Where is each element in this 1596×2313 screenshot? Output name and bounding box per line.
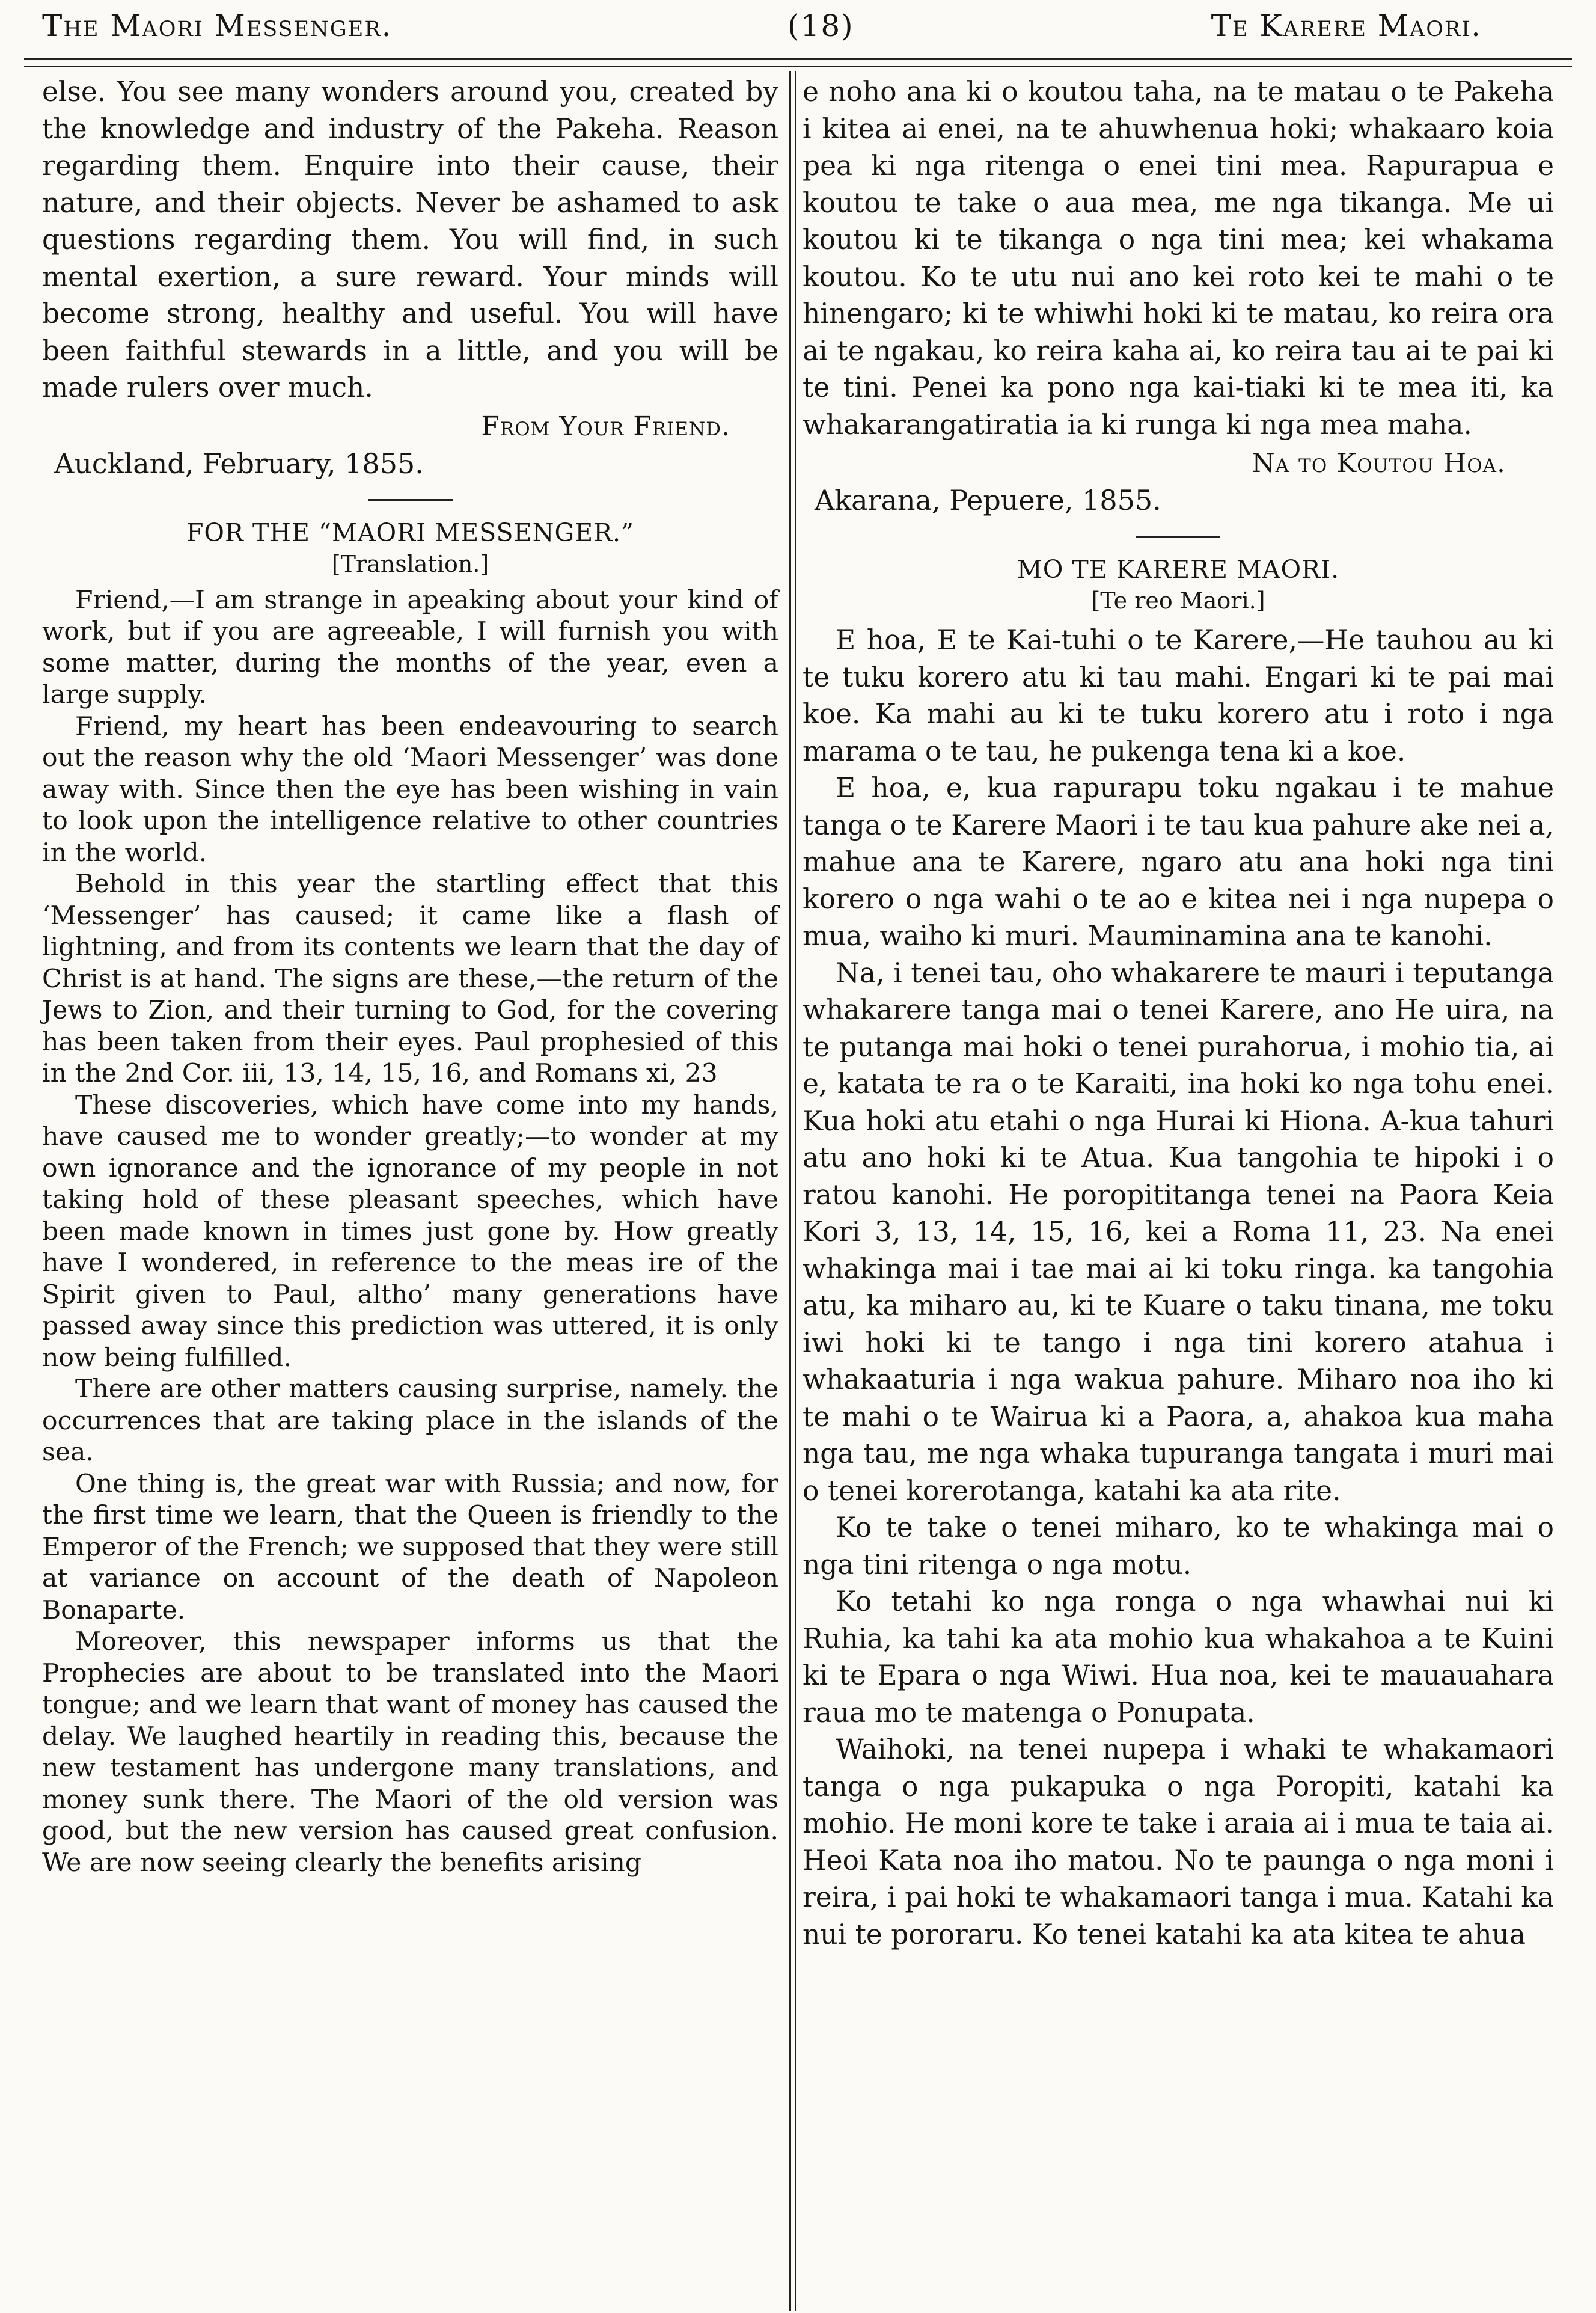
maori-column — [803, 73, 1554, 1953]
column-divider-right — [795, 71, 796, 2311]
english-letter-paragraph: Moreover, this newspaper informs us that the Prophecies are about to be translated into the Maori tongue; and we learn that want of money has caused the delay. We laughed heartily in reading this, because the new testament has undergone many translations, and money sunk there. The Maori of the old version was good, but the new version has caused great confusion. We are now seeing clearly the benefits arising — [42, 1627, 778, 1878]
header-left-title: The Maori Messenger. — [42, 8, 393, 43]
header-page-number: (18) — [787, 8, 854, 43]
maori-signature: Na to Koutou Hoa. — [1252, 448, 1506, 479]
maori-letter-paragraph: E hoa, E te Kai-tuhi o te Karere,—He tauhou au ki te tuku korero atu ki tau mahi. Engari ki te pai mai koe. Ka mahi au ki te tuku korero atu i roto i nga marama o te tau, he pukenga tena ki a koe. — [803, 624, 1554, 767]
english-letter-paragraph: These discoveries, which have come into my hands, have caused me to wonder greatly;—to wonder at my own ignorance and the ignorance of my people in not taking hold of these pleasant speeches, which have been made known in times just gone by. How greatly have I wondered, in reference to the meas ire of the Spirit given to Paul, altho’ many generations have passed away since this prediction was uttered, it is only now being fulfilled. — [42, 1090, 778, 1373]
english-dateline: Auckland, February, 1855. — [54, 447, 424, 480]
english-letter-paragraph: Friend,—I am strange in apeaking about your kind of work, but if you are agreeable, I will furnish you with some matter, during the months of the year, even a large supply. — [42, 585, 778, 709]
maori-dateline: Akarana, Pepuere, 1855. — [815, 484, 1161, 516]
english-column — [42, 73, 778, 1879]
maori-letter-paragraph: Ko te take o tenei miharo, ko te whakinga mai o nga tini ritenga o nga motu. — [803, 1512, 1554, 1581]
maori-letter-paragraph: E hoa, e, kua rapurapu toku ngakau i te mahue tanga o te Karere Maori i te tau kua pahure ake nei a, mahue ana te Karere, ngaro atu ana hoki nga tini korero o nga wahi o te ao e kitea nei i nga nupepa o mua, waiho ki muri. Mauminamina ana te kanohi. — [803, 772, 1554, 952]
english-letter-paragraph: One thing is, the great war with Russia; and now, for the first time we learn, that the Queen is friendly to the Emperor of the French; we supposed that they were still at variance on account of the death of Napoleon Bonaparte. — [42, 1469, 778, 1625]
english-letter-paragraph: Friend, my heart has been endeavouring to search out the reason why the old ‘Maori Messenger’ was done away with. Since then the eye has been wishing in vain to look upon the intelligence relative to other countries in the world. — [42, 711, 778, 868]
maori-section-subtitle: [Te reo Maori.] — [1091, 587, 1265, 614]
english-section-title: FOR THE “MAORI MESSENGER.” — [186, 518, 634, 547]
english-section-subtitle: [Translation.] — [331, 550, 489, 577]
page-header — [24, 0, 1572, 55]
maori-letter-paragraph: Ko tetahi ko nga ronga o nga whawhai nui ki Ruhia, ka tahi ka ata mohio kua whakahoa a te Kuini ki te Epara o nga Wiwi. Hua noa, kei te mauauahara raua mo te matenga o Ponupata. — [803, 1585, 1554, 1729]
english-intro-paragraph: else. You see many wonders around you, created by the knowledge and industry of the Pakeha. Reason regarding them. Enquire into their cause, their nature, and their objects. Never be ashamed to ask questions regarding them. You will find, in such mental exertion, a sure reward. Your minds will become strong, healthy and useful. You will have been faithful stewards in a little, and you will be made rulers over much. — [42, 76, 778, 403]
column-divider-left — [789, 71, 791, 2311]
maori-letter-paragraph: Waihoki, na tenei nupepa i whaki te whakamaori tanga o nga pukapuka o nga Poropiti, katahi ka mohio. He moni kore te take i araia ai i mua te taia ai. Heoi Kata noa iho matou. No te paunga o nga moni i reira, i pai hoki te whakamaori tanga i mua. Katahi ka nui te pororaru. Ko tenei katahi ka ata kitea te ahua — [803, 1733, 1554, 1950]
maori-section-title: MO TE KARERE MAORI. — [1017, 555, 1340, 584]
header-rule-thin — [24, 66, 1572, 67]
header-rule-thick — [24, 58, 1572, 60]
english-letter-paragraph: Behold in this year the startling effect that this ‘Messenger’ has caused; it came like a flash of lightning, and from its contents we learn that the day of Christ is at hand. The signs are these,—the return of the Jews to Zion, and their turning to God, for the covering has been taken from their eyes. Paul prophesied of this in the 2nd Cor. iii, 13, 14, 15, 16, and Romans xi, 23 — [42, 869, 778, 1088]
maori-intro-paragraph: e noho ana ki o koutou taha, na te matau o te Pakeha i kitea ai enei, na te ahuwhenua hoki; whakaaro koia pea ki nga ritenga o enei tini mea. Rapurapua e koutou te take o aua mea, me nga tikanga. Me ui koutou ki te tikanga o nga tini mea; kei whakama koutou. Ko te utu nui ano kei roto kei te mahi o te hinengaro; ki te whiwhi hoki ki te matau, ko reira ora ai te ngakau, ko reira kaha ai, ko reira tau ai te pai ki te tini. Penei ka pono nga kai-tiaki ki te mea iti, ka whakarangatiratia ia ki runga ki nga mea maha. — [803, 76, 1554, 441]
section-separator — [1136, 536, 1220, 538]
english-letter-paragraph: There are other matters causing surprise, namely. the occurrences that are taking place in the islands of the sea. — [42, 1374, 778, 1467]
maori-letter-paragraph: Na, i tenei tau, oho whakarere te mauri i teputanga whakarere tanga mai o tenei Karere, ano He uira, na te putanga mai hoki o tenei purahorua, i mohio tia, ai e, katata te ra o te Karaiti, ina hoki ko nga tohu enei. Kua hoki atu etahi o nga Hurai ki Hiona. A-kua tahuri atu ano hoki ki te Atua. Kua tangohia te hipoki i o ratou kanohi. He poropititanga tenei na Paora Keia Kori 3, 13, 14, 15, 16, kei a Roma 11, 23. Na enei whakinga mai i tae mai ai ki toku ringa. ka tangohia atu, ka miharo au, ki te Kuare o taku tinana, me toku iwi hoki ki te tango i nga tini korero atahua i whakaaturia i nga wakua pahure. Miharo noa iho ki te mahi o te Wairua ki a Paora, a, ahakoa kua maha nga tau, me nga whaka tupuranga tangata i muri mai o tenei korerotanga, katahi ka ata rite. — [803, 957, 1554, 1507]
section-separator — [368, 499, 453, 501]
english-signature: From Your Friend. — [481, 411, 730, 442]
header-right-title: Te Karere Maori. — [1211, 8, 1482, 43]
